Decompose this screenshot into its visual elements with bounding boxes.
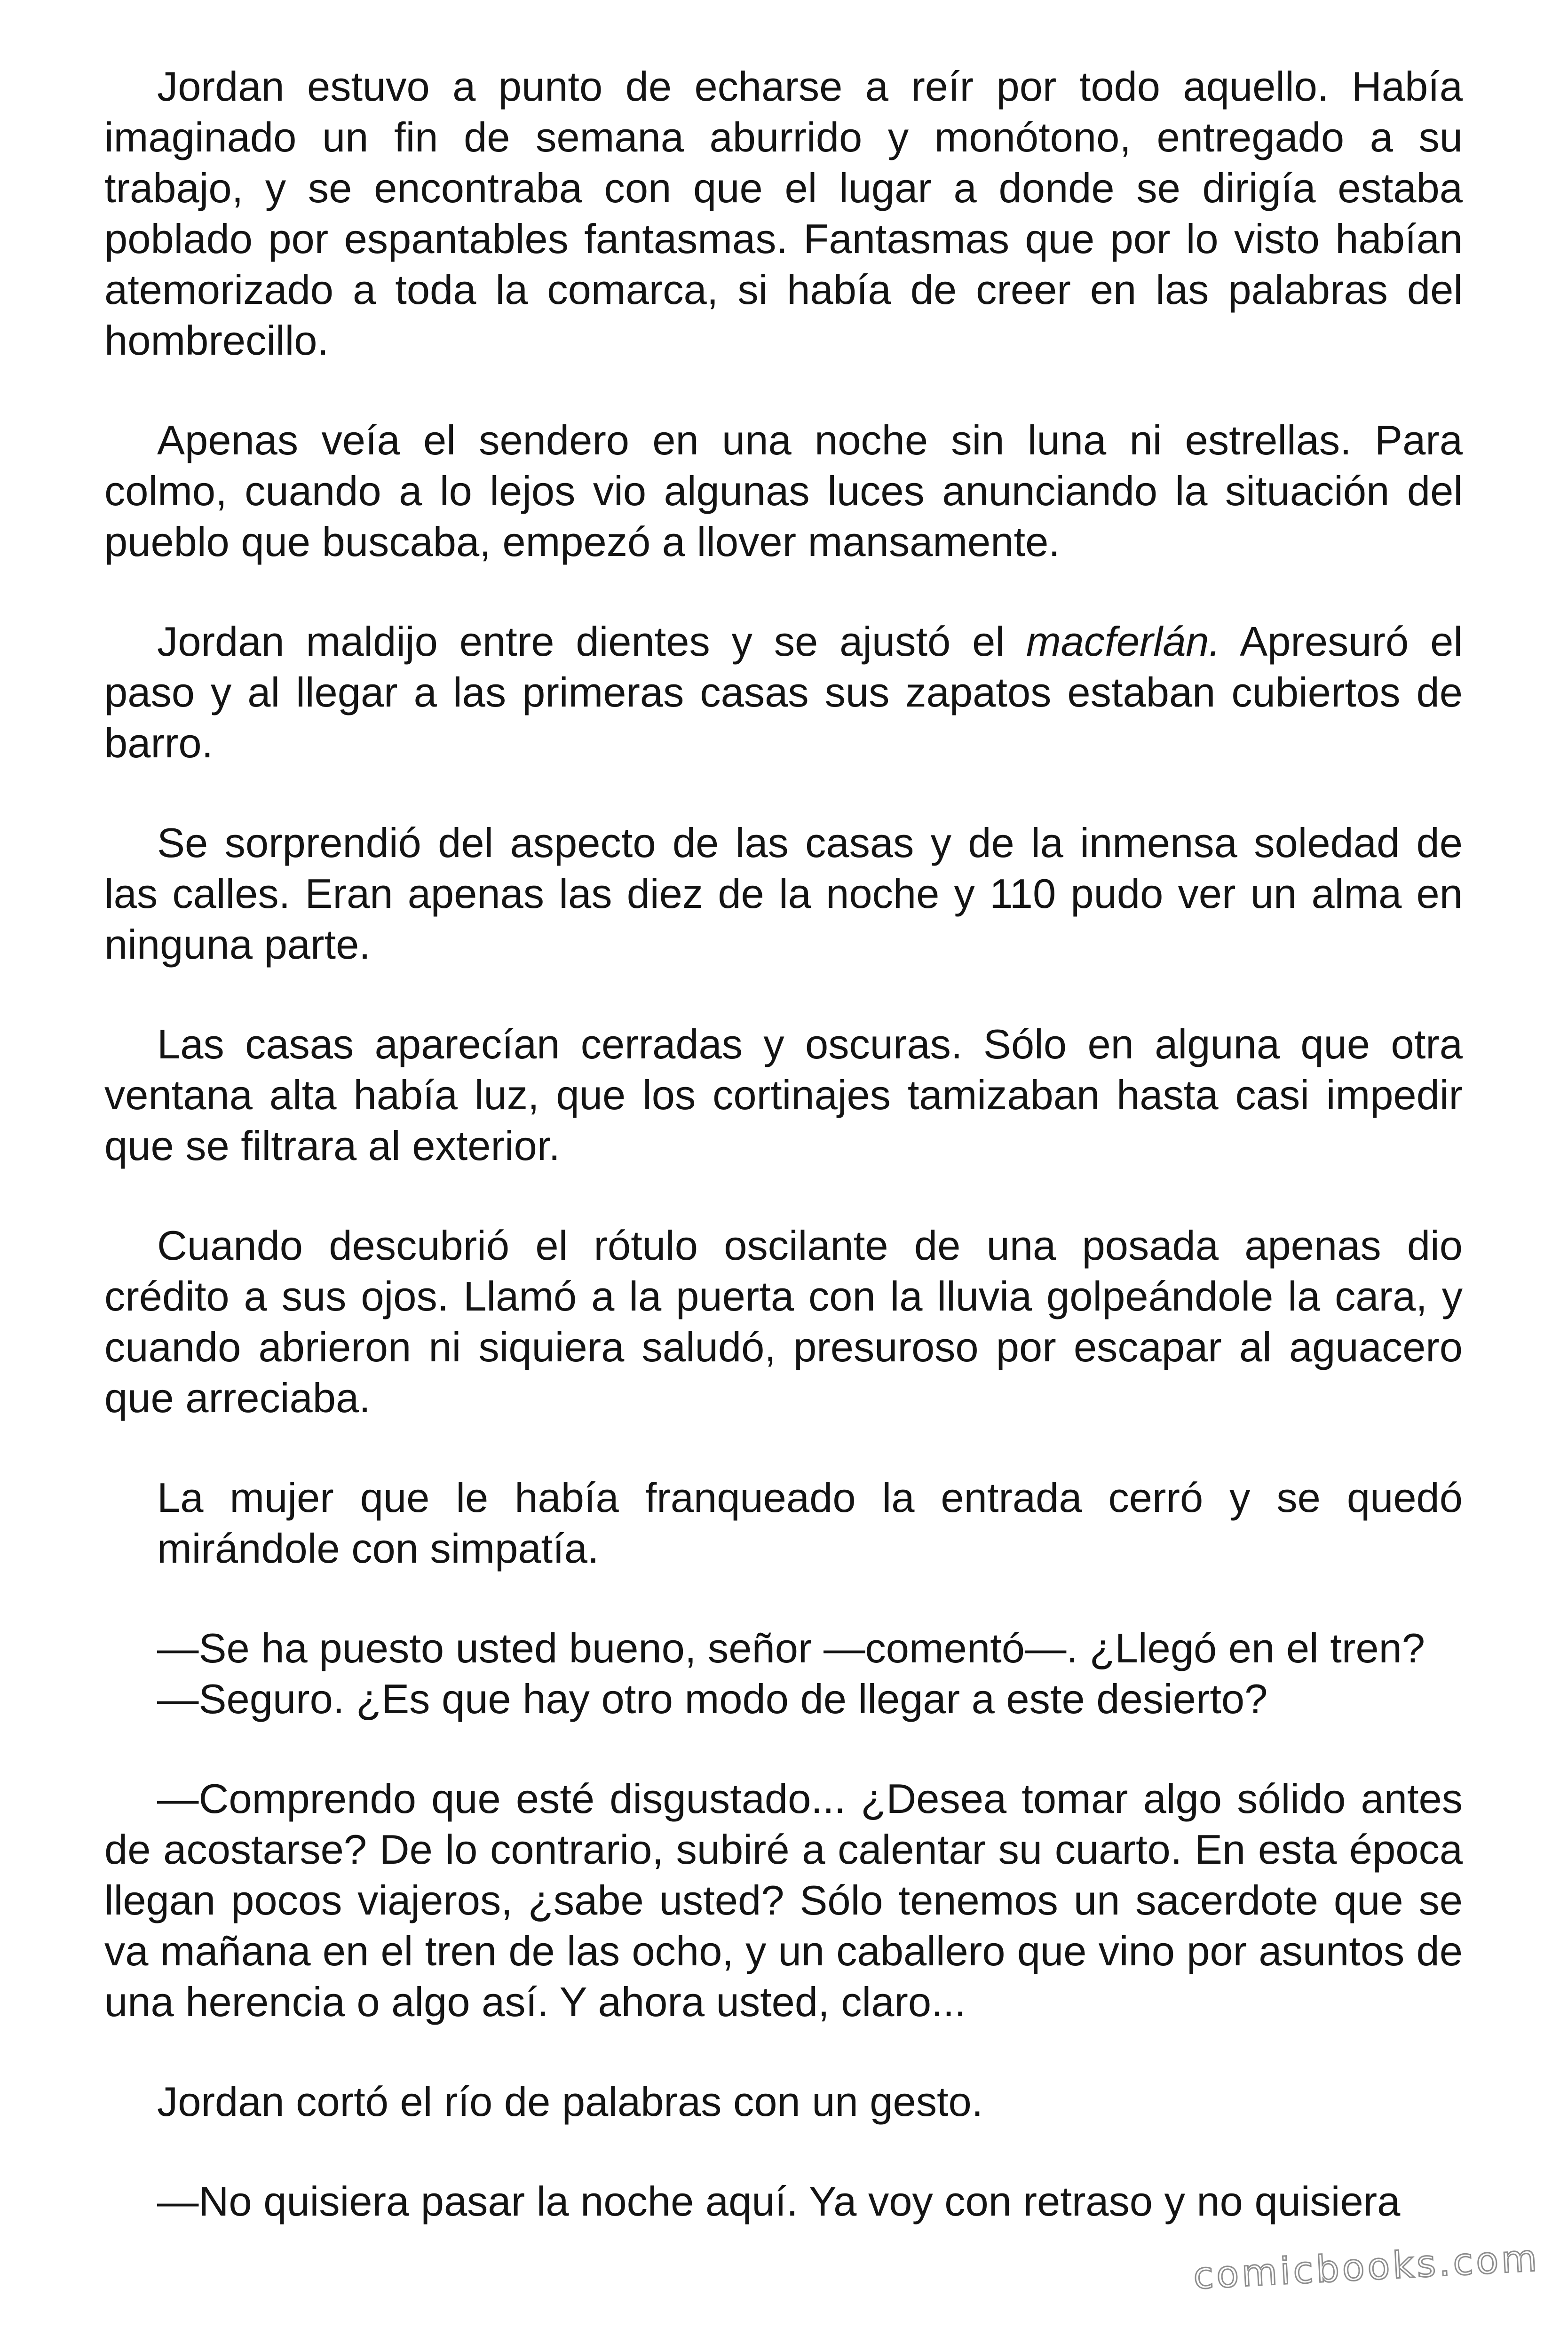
- paragraph-6: Cuando descubrió el rótulo oscilante de una posada apenas dio crédito a sus ojos. Llamó a la puerta con la lluvia golpeándole la cara, y cuando abrieron ni siquiera saludó, presuroso por escapar al aguacero que arreciaba.: [104, 1222, 1463, 1421]
- watermark-logo: comicbooks.com: [1192, 2237, 1541, 2298]
- paragraph-8: —Comprendo que esté disgustado... ¿Desea tomar algo sólido antes de acostarse? De lo contrario, subiré a calentar su cuarto. En esta época llegan pocos viajeros, ¿sabe usted? Sólo tenemos un sacerdote que se va mañana en el tren de las ocho, y un caballero que vino por asuntos de una herencia o algo así. Y ahora usted, claro...: [104, 1775, 1463, 2025]
- paragraph-10: —No quisiera pasar la noche aquí. Ya voy con retraso y no quisiera: [157, 2178, 1401, 2225]
- dialogue-line-1: —Se ha puesto usted bueno, señor —comentó—. ¿Llegó en el tren?: [157, 1625, 1425, 1671]
- paragraph-5: Las casas aparecían cerradas y oscuras. Sólo en alguna que otra ventana alta había luz, que los cortinajes tamizaban hasta casi impedir que se filtrara al exterior.: [104, 1021, 1463, 1169]
- paragraph-4: Se sorprendió del aspecto de las casas y de la inmensa soledad de las calles. Eran apenas las diez de la noche y 110 pudo ver un alma en ninguna parte.: [104, 819, 1463, 968]
- italic-word: macferlán.: [1026, 618, 1221, 665]
- paragraph-2: Apenas veía el sendero en una noche sin luna ni estrellas. Para colmo, cuando a lo lejos vio algunas luces anunciando la situación del pueblo que buscaba, empezó a llover mansamente.: [104, 417, 1463, 565]
- dialogue-line-2: —Seguro. ¿Es que hay otro modo de llegar a este desierto?: [157, 1676, 1268, 1722]
- paragraph-1: Jordan estuvo a punto de echarse a reír por todo aquello. Había imaginado un fin de semana aburrido y monótono, entregado a su trabajo, y se encontraba con que el lugar a donde se dirigía estaba poblado por espantables fantasmas. Fantasmas que por lo visto habían atemorizado a toda la comarca, si había de creer en las palabras del hombrecillo.: [104, 63, 1463, 364]
- paragraph-3: [104, 616, 1463, 769]
- paragraph-3-end: Apresuró el paso y al llegar a las primeras casas sus zapatos estaban cubiertos de barro.: [104, 618, 1463, 766]
- paragraph-7: La mujer que le había franqueado la entrada cerró y se quedó mirándole con simpatía.: [157, 1474, 1463, 1572]
- paragraph-9: Jordan cortó el río de palabras con un gesto.: [157, 2078, 983, 2125]
- book-page: [104, 61, 1463, 2227]
- paragraph-3-start: Jordan maldijo entre dientes y se ajustó el: [157, 618, 1026, 665]
